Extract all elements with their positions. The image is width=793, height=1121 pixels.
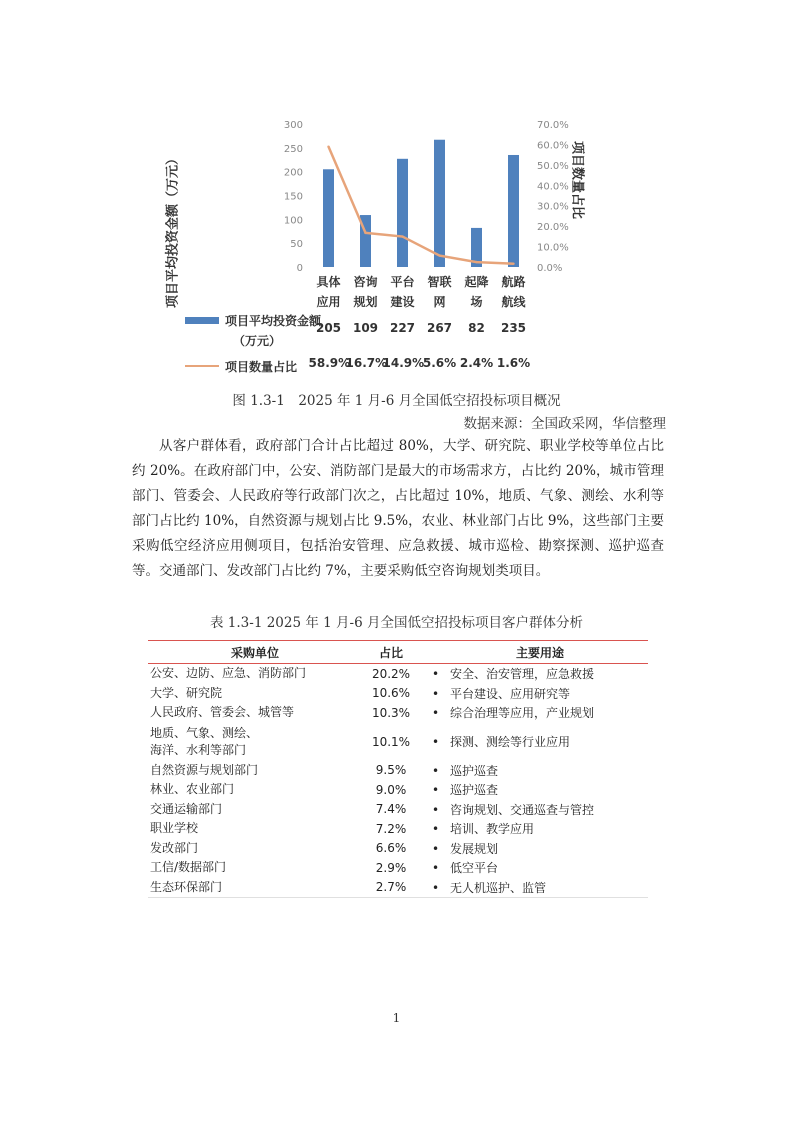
line-value-label: 58.9%	[308, 356, 351, 370]
bar	[323, 169, 334, 267]
line-value-label: 1.6%	[496, 356, 531, 370]
line-value-label: 2.4%	[459, 356, 494, 370]
bar-value-label: 82	[468, 321, 485, 335]
cell-unit: 职业学校	[150, 821, 199, 836]
bullet-icon: •	[432, 880, 440, 895]
y-left-tick-label: 200	[283, 167, 303, 179]
table-row	[148, 664, 648, 684]
y-right-tick-label: 70.0%	[537, 120, 569, 131]
page-number: 1	[392, 1011, 401, 1025]
cell-use-text: 咨询规划、交通巡查与管控	[450, 802, 595, 817]
cell-use	[422, 820, 648, 837]
cell-use	[422, 685, 648, 702]
category-label-line: 网	[433, 295, 446, 309]
y-axis-left-title: 项目平均投资金额（万元）	[165, 151, 181, 309]
cell-use-text: 低空平台	[450, 861, 499, 876]
category-label-line: 具体	[316, 275, 341, 289]
category-label-line: 航线	[501, 295, 526, 309]
bar	[508, 155, 519, 267]
cell-unit: 自然资源与规划部门	[150, 762, 259, 777]
category-label-line: 起降	[464, 275, 489, 289]
cell-use	[422, 665, 648, 682]
table-row	[148, 839, 648, 859]
investment-chart	[165, 110, 595, 380]
bar-value-label: 205	[315, 321, 342, 335]
cell-use	[422, 859, 648, 876]
cell-use-text: 平台建设、应用研究等	[450, 686, 571, 701]
category-label	[462, 272, 492, 312]
cell-share: 7.4%	[375, 802, 407, 817]
category-label-line: 场	[470, 295, 483, 309]
category-label	[351, 272, 381, 312]
cell-use	[422, 733, 648, 750]
table-body	[148, 664, 648, 898]
y-left-tick-label: 150	[283, 191, 303, 203]
legend-line-swatch	[185, 365, 219, 367]
bullet-icon: •	[432, 667, 440, 682]
table-caption: 表 1.3-1 2025 年 1 月-6 月全国低空招投标项目客户群体分析	[210, 615, 583, 631]
y-left-tick-label: 50	[290, 239, 303, 251]
legend-line-label: 项目数量占比	[225, 359, 298, 374]
category-label	[499, 272, 529, 312]
bullet-icon: •	[432, 763, 440, 778]
category-label	[388, 272, 418, 312]
cell-use-text: 探测、测绘等行业应用	[450, 735, 571, 749]
bar	[397, 159, 408, 267]
legend-bar	[185, 310, 321, 330]
cell-share: 6.6%	[375, 841, 407, 856]
cell-use-text: 巡护巡查	[450, 763, 499, 778]
line-series	[329, 147, 514, 264]
table-header-row	[148, 640, 648, 664]
category-label	[314, 272, 344, 312]
line-point	[401, 235, 403, 237]
legend-bar-swatch	[185, 317, 219, 324]
body-paragraph-text: 从客户群体看，政府部门合计占比超过 80%，大学、研究院、职业学校等单位占比约 20%。在政府部门中，公安、消防部门是最大的市场需求方，占比约 20%，城市管理部门、管委会、人民政府等行政部门次之，占比超过 10%，地质、气象、测绘、水利等部门占比约 10%，自然资源与规划占比 9.5%，农业、林业部门占比 9%，这些部门主要采购低空经济应用侧项目，包括治安管理、应急救援、城市巡检、勘察探测、巡护巡查等。交通部门、发改部门占比约 7%，主要采购低空咨询规划类项目。	[132, 438, 664, 579]
bar-value-label: 109	[352, 321, 379, 335]
cell-unit: 林业、农业部门	[150, 782, 235, 797]
legend-bar-label: 项目平均投资金额	[225, 313, 322, 328]
figure-caption: 图 1.3-1 2025 年 1 月-6 月全国低空招投标项目概况	[232, 393, 561, 409]
bar-value-label: 267	[426, 321, 453, 335]
bullet-icon: •	[432, 706, 440, 721]
table-row	[148, 858, 648, 878]
y-right-tick-label: 30.0%	[537, 201, 569, 213]
category-label-line: 航路	[501, 275, 526, 289]
cell-use-text: 综合治理等应用，产业规划	[450, 706, 595, 721]
legend-line	[185, 356, 297, 376]
cell-unit: 生态环保部门	[150, 879, 223, 894]
cell-use	[422, 704, 648, 721]
bullet-icon: •	[432, 822, 440, 837]
category-label-line: 智联	[427, 275, 452, 289]
cell-use	[422, 879, 648, 896]
cell-share: 7.2%	[375, 821, 407, 836]
bar-value-label: 227	[389, 321, 416, 335]
category-label-line: 建设	[390, 295, 415, 309]
y-axis-right-title: 项目数量占比	[569, 140, 585, 220]
cell-unit: 大学、研究院	[150, 685, 223, 700]
customer-group-table	[148, 640, 648, 898]
cell-share: 10.3%	[371, 705, 411, 720]
data-source: 数据来源：全国政采网，华信整理	[463, 416, 666, 432]
category-label-line: 应用	[316, 295, 341, 309]
cell-unit: 交通运输部门	[150, 801, 223, 816]
y-right-tick-label: 0.0%	[537, 263, 563, 274]
cell-unit: 发改部门	[150, 840, 199, 855]
cell-use-text: 安全、治安管理，应急救援	[450, 667, 595, 682]
table-row	[148, 819, 648, 839]
bullet-icon: •	[432, 735, 440, 749]
cell-share: 10.1%	[371, 734, 411, 749]
cell-share: 20.2%	[371, 666, 411, 681]
cell-use	[422, 801, 648, 818]
cell-use-text: 培训、教学应用	[450, 822, 535, 837]
line-value-label: 5.6%	[422, 356, 457, 370]
line-value-label: 14.9%	[382, 356, 425, 370]
table-row	[148, 780, 648, 800]
y-left-tick-label: 250	[283, 143, 303, 155]
header-share: 占比	[378, 645, 403, 660]
cell-share: 10.6%	[371, 686, 411, 701]
cell-unit: 公安、边防、应急、消防部门	[150, 666, 307, 681]
bullet-icon: •	[432, 686, 440, 701]
line-point	[512, 263, 514, 265]
y-right-tick-label: 20.0%	[537, 222, 569, 234]
table-row	[148, 684, 648, 704]
category-label-line: 平台	[390, 275, 415, 289]
line-point	[364, 232, 366, 234]
line-value-label: 16.7%	[345, 356, 388, 370]
cell-use	[422, 781, 648, 798]
line-point	[438, 254, 440, 256]
legend-bar-unit: （万元）	[233, 334, 282, 348]
bullet-icon: •	[432, 861, 440, 876]
y-right-tick-label: 40.0%	[537, 181, 569, 193]
table-row	[148, 800, 648, 820]
cell-use-text: 巡护巡查	[450, 783, 499, 798]
cell-share: 2.9%	[375, 860, 407, 875]
cell-unit: 人民政府、管委会、城管等	[150, 705, 295, 720]
cell-unit: 地质、气象、测绘、 海洋、水利等部门	[150, 725, 259, 757]
y-right-tick-label: 60.0%	[537, 140, 569, 152]
y-left-tick-label: 300	[283, 120, 303, 131]
bullet-icon: •	[432, 841, 440, 856]
y-left-tick-label: 0	[296, 263, 303, 274]
bullet-icon: •	[432, 802, 440, 817]
header-unit: 采购单位	[230, 645, 279, 660]
y-right-tick-label: 50.0%	[537, 160, 569, 172]
table-row	[148, 723, 648, 761]
category-label-line: 规划	[353, 295, 378, 309]
y-left-tick-label: 100	[283, 215, 303, 227]
cell-use	[422, 762, 648, 779]
cell-use-text: 发展规划	[450, 841, 499, 856]
cell-share: 9.0%	[375, 782, 407, 797]
bar-value-label: 235	[500, 321, 527, 335]
category-label	[425, 272, 455, 312]
table-row	[148, 878, 648, 899]
table-row	[148, 703, 648, 723]
y-right-tick-label: 10.0%	[537, 242, 569, 254]
bullet-icon: •	[432, 783, 440, 798]
cell-use-text: 无人机巡护、监管	[450, 880, 547, 895]
cell-share: 9.5%	[375, 763, 407, 778]
bar	[434, 140, 445, 267]
line-point	[475, 261, 477, 263]
cell-unit: 工信/数据部门	[150, 860, 227, 875]
body-paragraph	[132, 434, 664, 584]
category-label-line: 咨询	[353, 275, 378, 289]
table-row	[148, 761, 648, 781]
header-use: 主要用途	[515, 645, 564, 660]
cell-use	[422, 840, 648, 857]
cell-share: 2.7%	[375, 880, 407, 895]
line-point	[327, 145, 329, 147]
